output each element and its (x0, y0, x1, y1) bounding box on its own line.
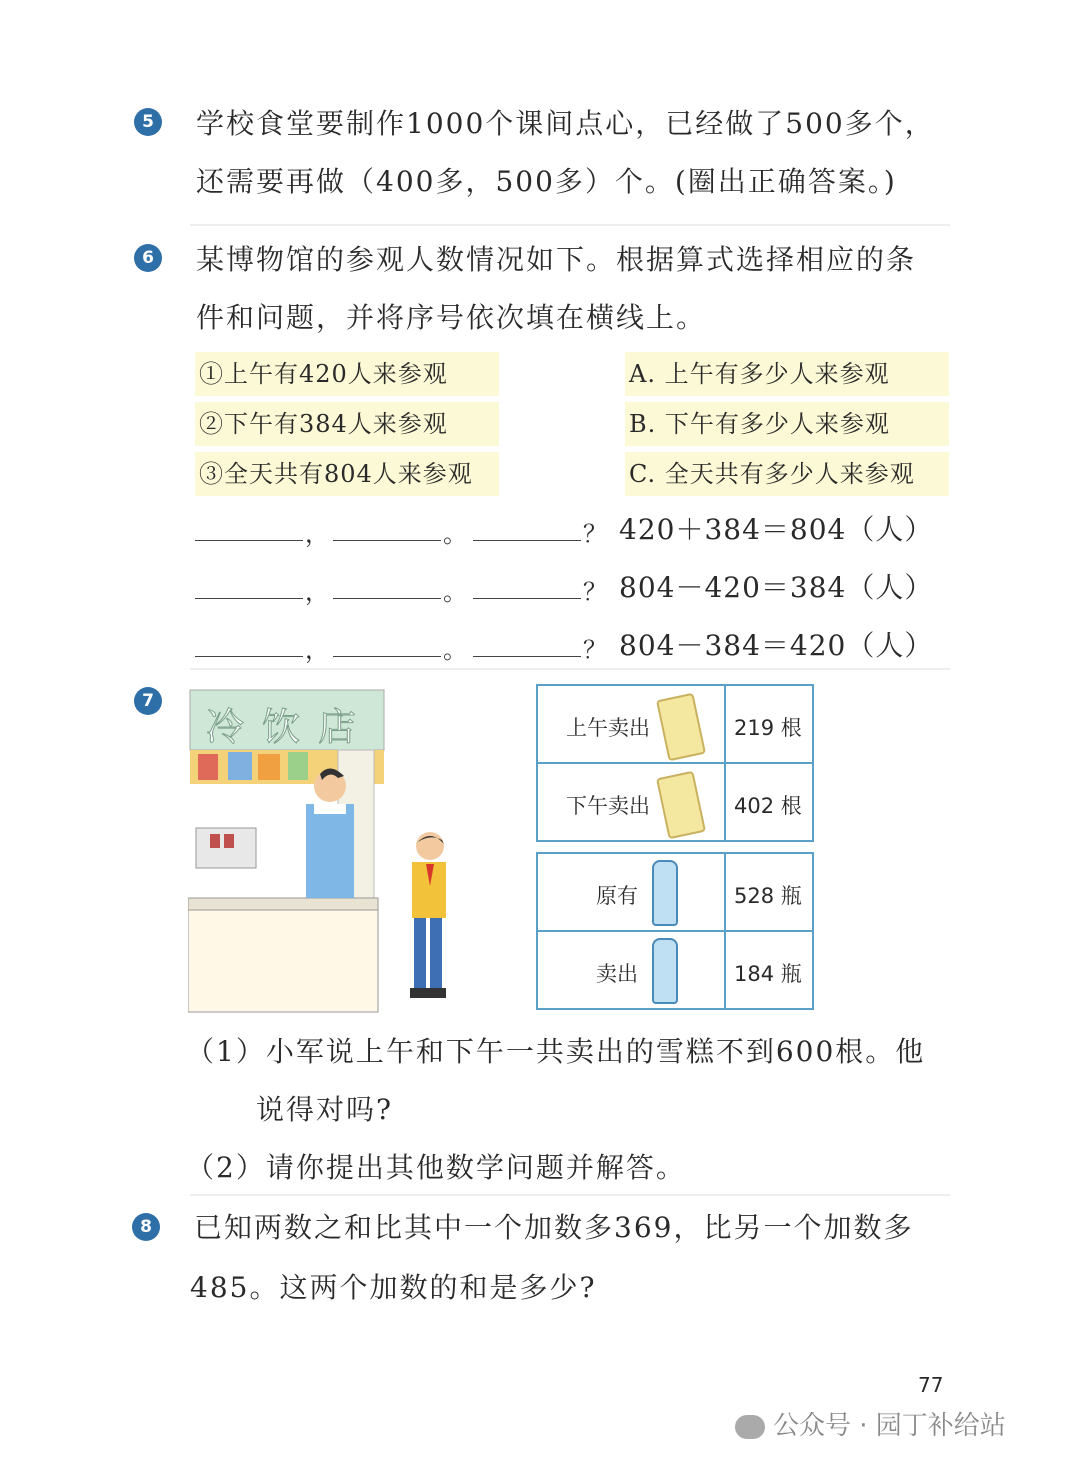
equation-1: 420＋384＝804（人） (619, 513, 934, 546)
table-label: 卖出 (596, 962, 638, 986)
table-label: 下午卖出 (566, 794, 650, 818)
shop-illustration (188, 688, 388, 1014)
ice-cream-icon (656, 771, 706, 840)
question-number-6: 6 (134, 244, 162, 272)
table-value: 402 根 (734, 794, 802, 818)
blank-line[interactable] (473, 598, 581, 599)
bottle-icon (652, 938, 678, 1004)
divider (190, 224, 950, 226)
q6-text-line2: 件和问题，并将序号依次填在横线上。 (196, 301, 707, 334)
q8-text-line1: 已知两数之和比其中一个加数多369，比另一个加数多 (194, 1211, 914, 1244)
blank-line[interactable] (195, 656, 303, 657)
divider (190, 1194, 950, 1196)
bottle-icon (652, 860, 678, 926)
table-value: 219 根 (734, 716, 802, 740)
blank-line[interactable] (473, 656, 581, 657)
q7-sub1-line2: 说得对吗? (256, 1093, 394, 1126)
blank-line[interactable] (333, 598, 441, 599)
blank-line[interactable] (473, 540, 581, 541)
shop-sign: 冷饮店 (206, 705, 375, 749)
ice-cream-table (536, 684, 814, 842)
equation-2: 804－420＝384（人） (619, 571, 934, 604)
question-number-8: 8 (132, 1213, 160, 1241)
q8-text-line2: 485。这两个加数的和是多少? (190, 1271, 597, 1304)
table-label: 原有 (596, 884, 638, 908)
bottle-table (536, 852, 814, 1010)
condition-1: ①上午有420人来参观 (195, 352, 499, 396)
condition-3: ③全天共有804人来参观 (195, 452, 499, 496)
question-c: C. 全天共有多少人来参观 (625, 452, 949, 496)
q5-text-line2: 还需要再做（400多，500多）个。(圈出正确答案。) (196, 165, 897, 198)
watermark: 公众号 · 园丁补给站 (735, 1405, 1006, 1442)
question-number-5: 5 (134, 108, 162, 136)
answer-row-2: ， 。 ？ 804－420＝384（人） (195, 564, 915, 608)
answer-row-1: ， 。 ？ 420＋384＝804（人） (195, 506, 915, 550)
q6-text-line1: 某博物馆的参观人数情况如下。根据算式选择相应的条 (196, 243, 917, 276)
condition-2: ②下午有384人来参观 (195, 402, 499, 446)
answer-row-3: ， 。 ？ 804－384＝420（人） (195, 622, 915, 666)
boy-illustration (398, 830, 458, 1002)
q7-sub1-line1: （1）小军说上午和下午一共卖出的雪糕不到600根。他 (186, 1035, 926, 1068)
question-number-7: 7 (134, 687, 162, 715)
blank-line[interactable] (195, 540, 303, 541)
question-a: A. 上午有多少人来参观 (625, 352, 949, 396)
divider (190, 668, 950, 670)
blank-line[interactable] (195, 598, 303, 599)
question-b: B. 下午有多少人来参观 (625, 402, 949, 446)
q5-text-line1: 学校食堂要制作1000个课间点心，已经做了500多个， (196, 107, 935, 140)
wechat-icon (735, 1415, 765, 1439)
equation-3: 804－384＝420（人） (619, 629, 934, 662)
table-value: 528 瓶 (734, 884, 802, 908)
q7-sub2: （2）请你提出其他数学问题并解答。 (186, 1151, 686, 1184)
table-label: 上午卖出 (566, 716, 650, 740)
blank-line[interactable] (333, 540, 441, 541)
blank-line[interactable] (333, 656, 441, 657)
page-number: 77 (918, 1373, 944, 1397)
ice-cream-icon (656, 693, 706, 762)
table-value: 184 瓶 (734, 962, 802, 986)
